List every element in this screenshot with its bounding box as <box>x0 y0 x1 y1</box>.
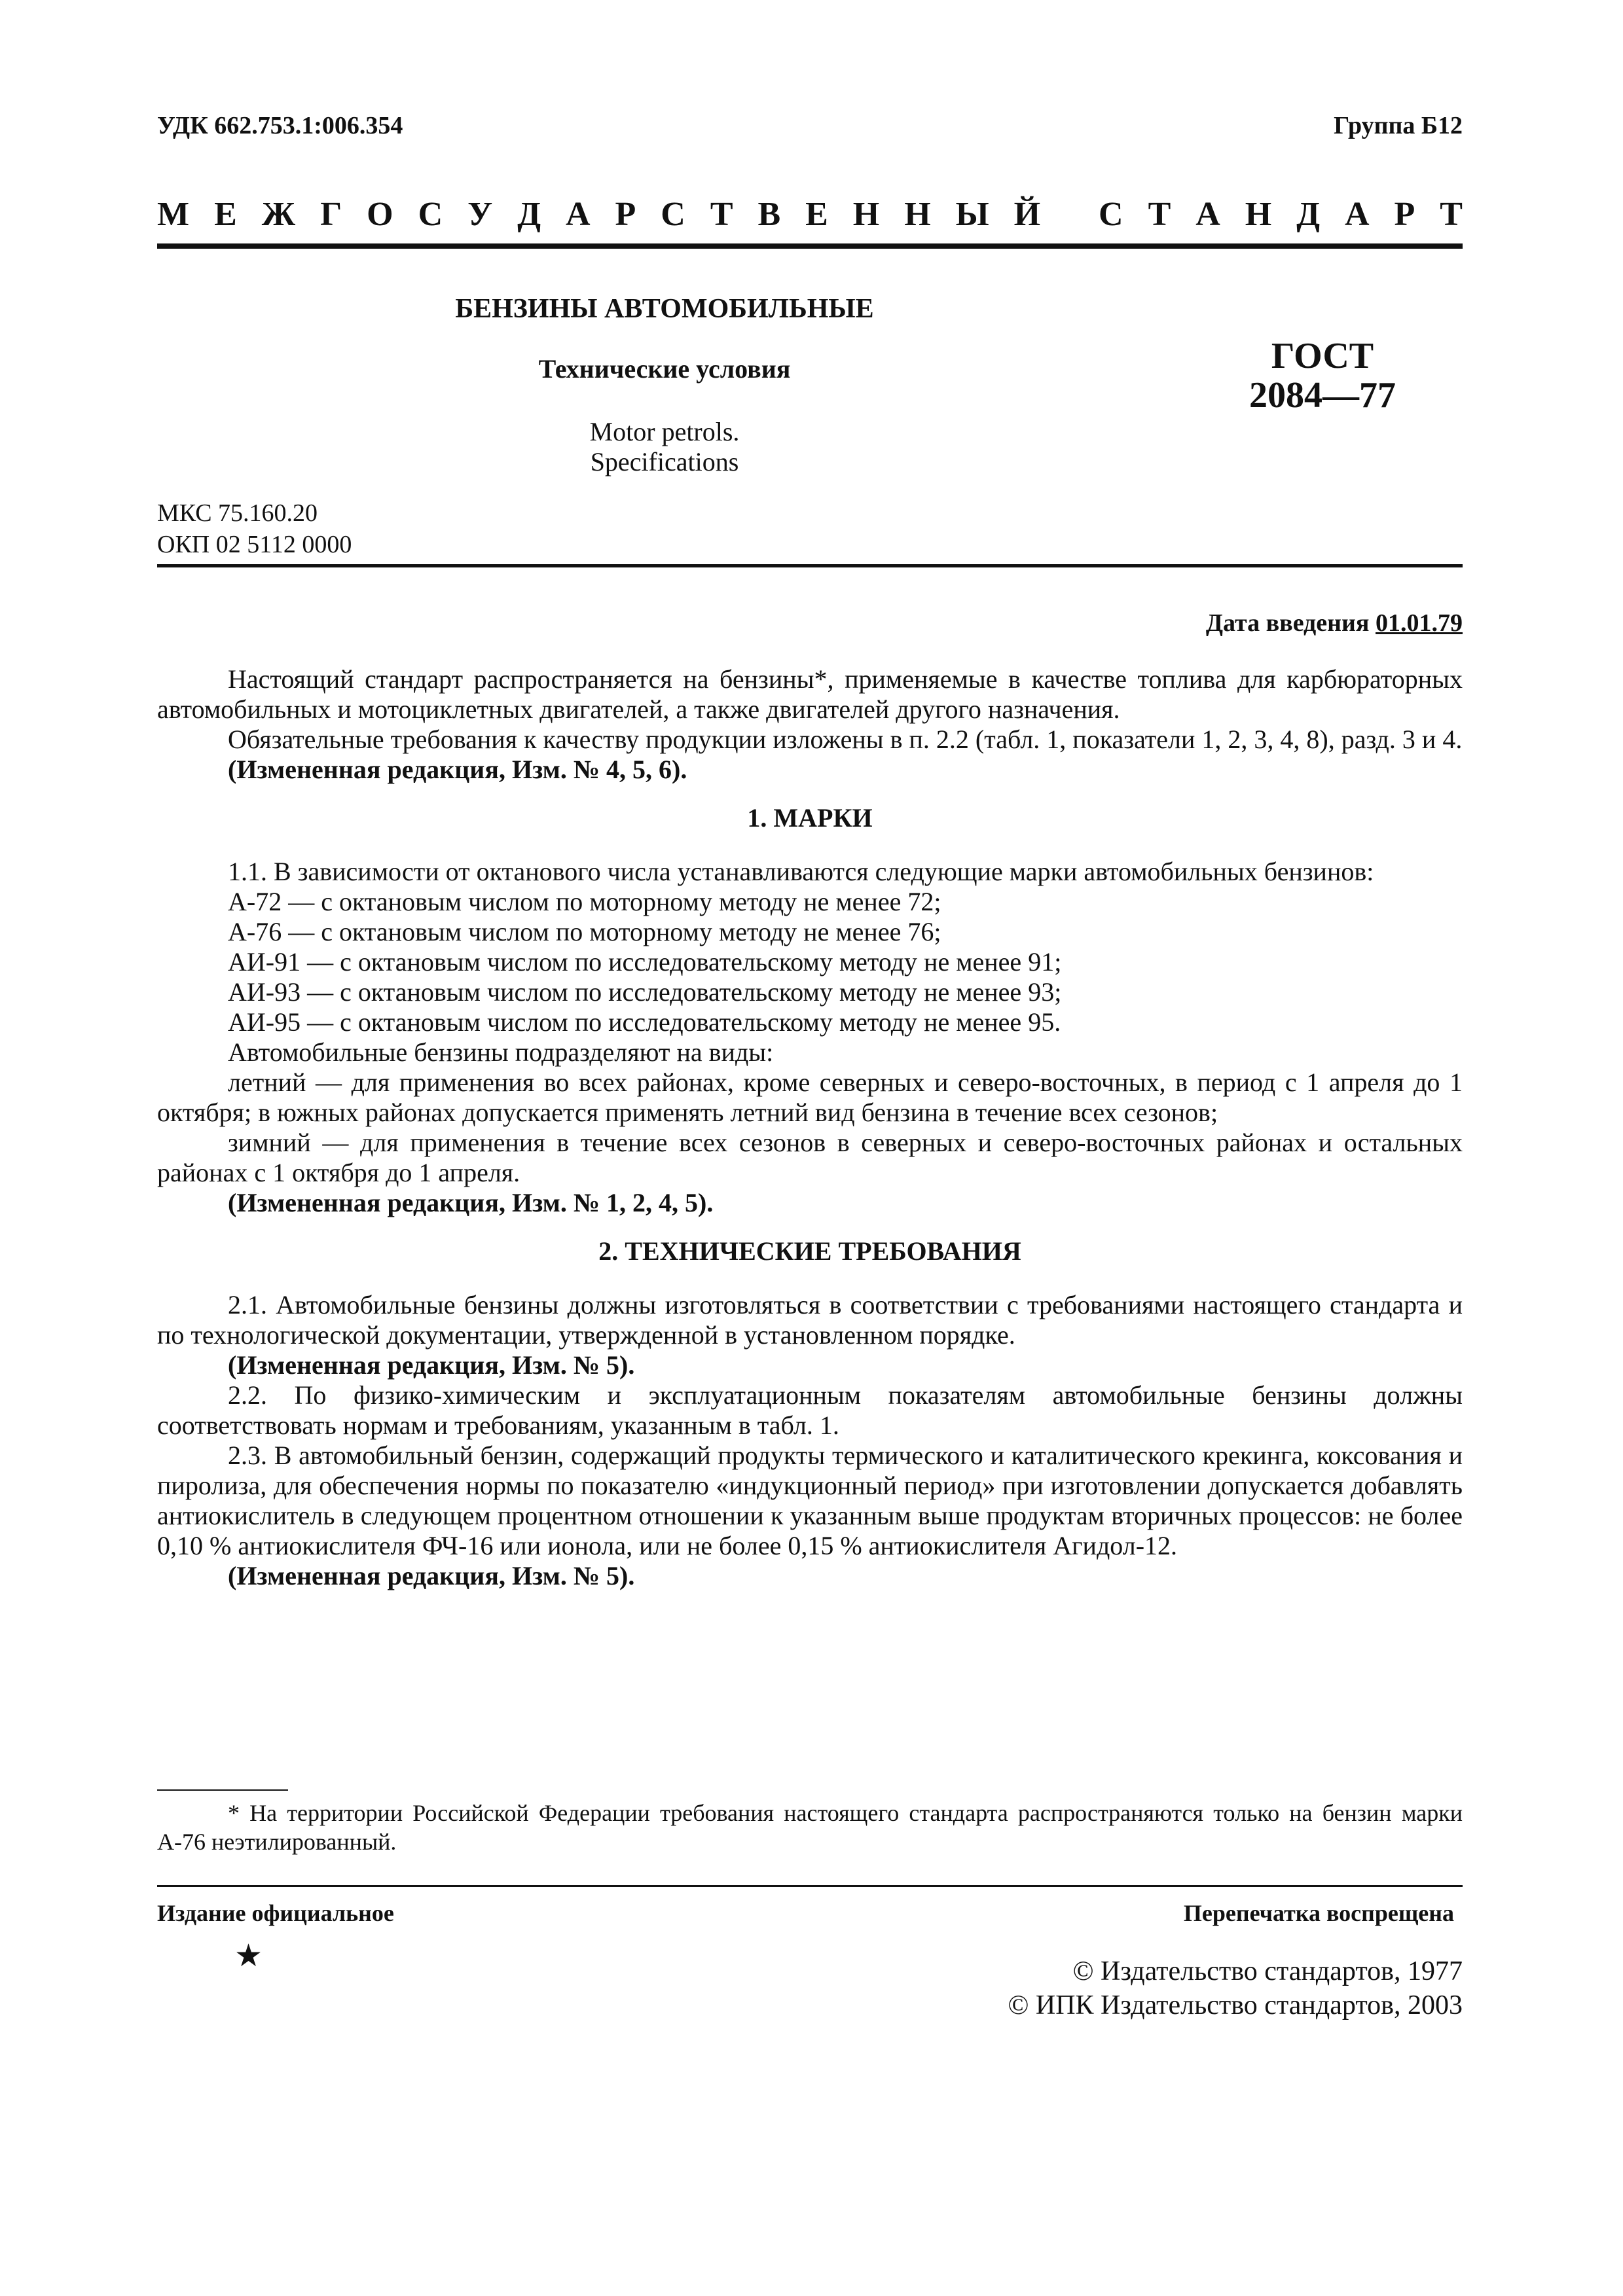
banner-letter: У <box>467 196 493 233</box>
section-heading: 1. МАРКИ <box>747 803 873 833</box>
date-label: Дата введения <box>1205 609 1376 637</box>
banner-letter: А <box>1195 196 1220 233</box>
list-item: А-72 — с октановым числом по моторному методу не менее 72; <box>228 887 941 916</box>
banner-letter: Т <box>710 196 733 233</box>
paragraph: Автомобильные бензины подразделяют на виды: <box>228 1037 774 1067</box>
amendment-note: (Измененная редакция, Изм. № 4, 5, 6). <box>228 755 687 784</box>
paragraph: 2.2. По физико-химическим и эксплуатационным показателям автомобильные бензины должны соответствовать нормам и требованиям, указанным в табл. 1. <box>157 1380 1463 1440</box>
paragraph: 1.1. В зависимости от октанового числа устанавливаются следующие марки автомобильных бензинов: <box>228 857 1374 886</box>
gost-number: 2084—77 <box>1249 375 1396 416</box>
amendment-note: (Измененная редакция, Изм. № 1, 2, 4, 5). <box>228 1188 714 1217</box>
banner-letter: Н <box>904 196 931 233</box>
paragraph: зимний — для применения в течение всех сезонов в северных и северо-восточных районах и остальных районах с 1 октября до 1 апреля. <box>157 1128 1463 1187</box>
list-item: АИ-91 — с октановым числом по исследовательскому методу не менее 91; <box>228 947 1062 977</box>
banner-letter: Е <box>805 196 828 233</box>
banner-letter: Ж <box>261 196 296 233</box>
banner-letter: О <box>367 196 393 233</box>
paragraph: 2.1. Автомобильные бензины должны изготовляться в соответствии с требованиями настоящего стандарта и по технологической документации, утвержденной в установленном порядке. <box>157 1290 1463 1350</box>
title-block-rule <box>157 564 1463 567</box>
footer-rule <box>157 1885 1463 1887</box>
english-title-line-1: Motor petrols. <box>589 417 740 446</box>
copyright-line-1: © Издательство стандартов, 1977 <box>1072 1956 1463 1986</box>
star-icon: ★ <box>234 1939 263 1973</box>
copyright-line-2: © ИПК Издательство стандартов, 2003 <box>1008 1990 1463 2020</box>
english-title-line-2: Specifications <box>590 447 739 476</box>
banner-letter: В <box>757 196 781 233</box>
banner-letter: Д <box>1296 196 1320 233</box>
amendment-note: (Измененная редакция, Изм. № 5). <box>228 1561 635 1590</box>
section-heading: 2. ТЕХНИЧЕСКИЕ ТРЕБОВАНИЯ <box>598 1236 1021 1266</box>
banner-letter: Р <box>615 196 636 233</box>
mks-code: МКС 75.160.20 <box>157 499 318 527</box>
banner-letter: С <box>418 196 443 233</box>
amendment-note: (Измененная редакция, Изм. № 5). <box>228 1350 635 1380</box>
paragraph: Настоящий стандарт распространяется на бензины*, применяемые в качестве топлива для карбюраторных автомобильных и мотоциклетных двигателей, а также двигателей другого назначения. <box>157 664 1463 724</box>
banner-letter: А <box>1344 196 1370 233</box>
document-subtitle: Технические условия <box>538 354 791 384</box>
interstate-standard-banner <box>157 195 1463 234</box>
reprint-prohibited-label: Перепечатка воспрещена <box>1183 1900 1454 1926</box>
banner-letter: Е <box>214 196 237 233</box>
introduction-date <box>1206 609 1463 637</box>
okp-code: ОКП 02 5112 0000 <box>157 531 352 558</box>
banner-letter: С <box>1099 196 1123 233</box>
banner-letter: А <box>566 196 591 233</box>
banner-letter: Н <box>852 196 880 233</box>
banner-letter <box>1065 195 1074 234</box>
udk-code: УДК 662.753.1:006.354 <box>157 112 403 139</box>
banner-letter: М <box>157 196 190 233</box>
list-item: А-76 — с октановым числом по моторному методу не менее 76; <box>228 917 941 946</box>
official-edition-label: Издание официальное <box>157 1900 394 1926</box>
date-value: 01.01.79 <box>1376 609 1463 637</box>
banner-letter: Ы <box>955 196 989 233</box>
header-rule <box>157 243 1463 249</box>
document-title: БЕНЗИНЫ АВТОМОБИЛЬНЫЕ <box>455 294 874 324</box>
banner-letter: Н <box>1245 196 1272 233</box>
paragraph: 2.3. В автомобильный бензин, содержащий продукты термического и каталитического крекинга, коксования и пиролиза, для обеспечения нормы по показателю «индукционный период» при изготовлении допускается добавлять антиокислитель в следующем процентном отношении к указанным выше продуктам вторичных процессов: не более 0,10 % антиокислителя ФЧ-16 или ионола, или не более 0,15 % антиокислителя Агидол-12. <box>157 1441 1463 1560</box>
banner-letter: Т <box>1148 196 1171 233</box>
list-item: АИ-95 — с октановым числом по исследовательскому методу не менее 95. <box>228 1007 1061 1037</box>
footnote: * На территории Российской Федерации требования настоящего стандарта распространяются только на бензин марки А-76 неэтилированный. <box>157 1800 1463 1855</box>
banner-letter: Т <box>1440 196 1463 233</box>
banner-letter: Г <box>320 196 342 233</box>
gost-label: ГОСТ <box>1271 336 1374 376</box>
list-item: АИ-93 — с октановым числом по исследовательскому методу не менее 93; <box>228 977 1062 1007</box>
document-body <box>157 664 1463 1591</box>
classification-codes <box>157 497 352 560</box>
paragraph: летний — для применения во всех районах, кроме северных и северо-восточных, в период с 1 апреля до 1 октября; в южных районах допускается применять летний вид бензина в течение всех сезонов; <box>157 1067 1463 1127</box>
banner-letter: Й <box>1013 196 1041 233</box>
paragraph: Обязательные требования к качеству продукции изложены в п. 2.2 (табл. 1, показатели 1, 2, 3, 4, 8), разд. 3 и 4. <box>228 725 1463 754</box>
banner-letter: С <box>661 196 685 233</box>
group-code: Группа Б12 <box>1334 112 1463 139</box>
banner-letter: Р <box>1394 196 1415 233</box>
banner-letter: Д <box>517 196 541 233</box>
footnote-rule <box>157 1789 288 1791</box>
